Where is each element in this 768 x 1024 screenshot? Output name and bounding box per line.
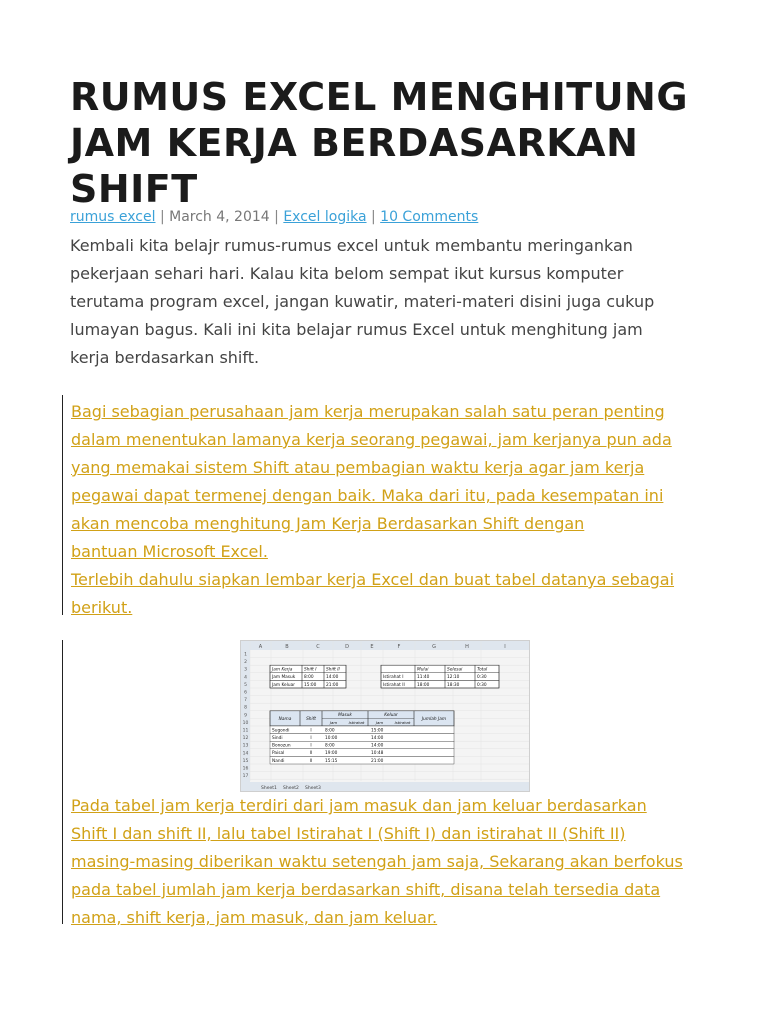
column-header: A	[258, 644, 263, 650]
post-date: March 4, 2014	[169, 209, 270, 225]
excel-screenshot	[240, 640, 530, 792]
intro-line: terutama program excel, jangan kuwatir, materi-materi disini juga cukup	[70, 292, 655, 311]
main-table-shift: II	[309, 751, 313, 757]
istirahat-table-cell-text: 18:00	[417, 682, 430, 688]
main-table-subheader-text: Istirahat	[394, 719, 411, 725]
istirahat-table-cell-text: 0:30	[477, 682, 487, 688]
main-table-header-text: Nama	[278, 717, 292, 722]
main-table-subheader-text: Jam	[375, 719, 384, 725]
istirahat-table-cell-text: Mulai	[417, 667, 429, 673]
tag-link[interactable]: Excel logika	[283, 209, 367, 225]
main-table-header-text: Keluar	[384, 713, 398, 718]
row-number: 8	[244, 705, 247, 711]
istirahat-table-cell-text: Selesai	[447, 667, 463, 673]
column-header: C	[316, 644, 320, 650]
sheet-tab: Sheet2	[283, 786, 299, 791]
main-table-shift: I	[310, 728, 312, 734]
quote-link-line[interactable]: nama, shift kerja, jam masuk, dan jam keluar.	[71, 908, 438, 927]
column-header: E	[370, 644, 374, 650]
quote-link-line[interactable]: dalam menentukan lamanya kerja seorang pegawai, jam kerjanya pun ada	[71, 430, 672, 449]
excel-sheet-image	[241, 641, 529, 791]
row-number: 2	[244, 660, 247, 666]
main-table-name: Bonozun	[272, 743, 291, 749]
main-table-keluar: 14:00	[371, 736, 384, 741]
main-table-header-text: Shift	[306, 717, 316, 722]
main-table-keluar: 21:00	[371, 758, 384, 764]
main-table-row	[270, 726, 454, 734]
page-title	[70, 74, 730, 212]
quote-link-line[interactable]: Shift I dan shift II, lalu tabel Istirahat I (Shift I) dan istirahat II (Shift II)	[71, 824, 626, 843]
column-header: H	[465, 644, 469, 650]
quote-link-line[interactable]: masing-masing diberikan waktu setengah jam saja, Sekarang akan berfokus	[71, 852, 683, 871]
main-table-masuk: 15:15	[325, 758, 338, 764]
main-table-header-text: Masuk	[338, 713, 352, 718]
quote-link-line[interactable]: pada tabel jumlah jam kerja berdasarkan shift, disana telah tersedia data	[71, 880, 661, 899]
row-number: 7	[244, 698, 247, 704]
column-header: D	[345, 644, 349, 650]
jam-kerja-table-cell-text: Shift I	[304, 667, 317, 673]
column-header: I	[504, 644, 506, 650]
row-number: 10	[242, 720, 249, 726]
istirahat-table-cell-text: Total	[477, 667, 488, 673]
intro-paragraph	[70, 232, 710, 372]
jam-kerja-table-cell-text: 15:00	[304, 682, 317, 688]
jam-kerja-table-cell-text: Jam Keluar	[272, 682, 296, 688]
meta-separator: |	[371, 209, 376, 225]
main-table-subheader-text: Jam	[329, 719, 338, 725]
row-number: 11	[242, 728, 249, 734]
row-number: 3	[244, 667, 247, 673]
title-line-3: SHIFT	[70, 167, 198, 211]
main-table-keluar: 10:48	[371, 751, 384, 757]
row-number: 12	[242, 736, 249, 742]
main-table-name: Sindi	[272, 736, 283, 741]
quote-link-line[interactable]: berikut.	[71, 598, 133, 617]
main-table-name: Sugondi	[272, 728, 290, 734]
comments-link[interactable]: 10 Comments	[380, 209, 479, 225]
category-link[interactable]: rumus excel	[70, 209, 156, 225]
main-table-masuk: 8:00	[325, 743, 335, 749]
jam-kerja-table-cell-text: 14:00	[326, 675, 339, 681]
intro-line: lumayan bagus. Kali ini kita belajar rumus Excel untuk menghitung jam	[70, 320, 643, 339]
row-number: 1	[244, 652, 247, 658]
jam-kerja-table-cell-text: Shift II	[326, 667, 340, 673]
quote-link-line[interactable]: akan mencoba menghitung Jam Kerja Berdasarkan Shift dengan	[71, 514, 585, 533]
row-number: 9	[244, 713, 247, 719]
title-line-1: RUMUS EXCEL MENGHITUNG	[70, 75, 689, 119]
row-number: 16	[242, 766, 249, 772]
intro-line: kerja berdasarkan shift.	[70, 348, 260, 367]
row-number: 5	[244, 682, 247, 688]
quote-2-text	[71, 792, 683, 932]
row-number: 14	[242, 751, 249, 757]
main-table-keluar: 15:00	[371, 728, 384, 734]
sheet-tab: Sheet3	[305, 786, 321, 791]
jam-kerja-table-cell-text: 21:00	[326, 682, 339, 688]
istirahat-table-cell-text: Istirahat I	[383, 675, 404, 681]
quote-link-line[interactable]: bantuan Microsoft Excel.	[71, 542, 268, 561]
main-table-masuk: 19:00	[325, 751, 338, 757]
quote-link-line[interactable]: Bagi sebagian perusahaan jam kerja merupakan salah satu peran penting	[71, 402, 665, 421]
main-table-row	[270, 734, 454, 742]
istirahat-table-cell-text: 0:30	[477, 675, 487, 681]
main-table-name: Nandi	[272, 758, 285, 764]
istirahat-table-cell-text: 18:30	[447, 682, 460, 688]
column-header: G	[432, 644, 436, 650]
quote-link-line[interactable]: Pada tabel jam kerja terdiri dari jam masuk dan jam keluar berdasarkan	[71, 796, 647, 815]
main-table-row	[270, 741, 454, 749]
blockquote-1	[62, 395, 674, 615]
row-number: 6	[244, 690, 247, 696]
meta-separator: |	[274, 209, 279, 225]
title-line-2: JAM KERJA BERDASARKAN	[70, 121, 639, 165]
jam-kerja-table-cell-text: 8:00	[304, 675, 314, 681]
main-table-header-text: Jumlah Jam	[421, 717, 447, 722]
istirahat-table-cell-text: 12:10	[447, 675, 460, 681]
meta-separator: |	[159, 209, 165, 225]
intro-line: pekerjaan sehari hari. Kalau kita belom sempat ikut kursus komputer	[70, 264, 624, 283]
main-table-shift: I	[310, 743, 312, 749]
column-header-bar	[241, 641, 529, 650]
quote-link-line[interactable]: Terlebih dahulu siapkan lembar kerja Excel dan buat tabel datanya sebagai	[71, 570, 675, 589]
quote-link-line[interactable]: pegawai dapat termenej dengan baik. Maka dari itu, pada kesempatan ini	[71, 486, 664, 505]
main-table-subheader-text: Istirahat	[348, 719, 365, 725]
quote-link-line[interactable]: yang memakai sistem Shift atau pembagian waktu kerja agar jam kerja	[71, 458, 645, 477]
main-table-row	[270, 756, 454, 764]
intro-line: Kembali kita belajr rumus-rumus excel untuk membantu meringankan	[70, 236, 633, 255]
row-number: 17	[242, 774, 249, 780]
main-table-row	[270, 749, 454, 757]
jam-kerja-table-cell-text: Jam Kerja	[272, 667, 293, 673]
main-table-shift: I	[310, 736, 312, 741]
main-table-name: Paisal	[272, 751, 285, 757]
post-meta	[70, 207, 478, 227]
main-table-shift: II	[309, 758, 313, 764]
jam-kerja-table-cell-text: Jam Masuk	[272, 675, 296, 681]
main-table-masuk: 10:00	[325, 736, 338, 741]
row-number: 13	[242, 743, 249, 749]
sheet-tab: Sheet1	[261, 786, 277, 791]
main-table-masuk: 8:00	[325, 728, 335, 734]
row-number: 4	[244, 675, 247, 681]
column-header: B	[285, 644, 289, 650]
istirahat-table-cell-text: Istirahat II	[383, 682, 405, 688]
column-header: F	[397, 644, 401, 650]
main-table-keluar: 14:00	[371, 743, 384, 749]
row-number: 15	[242, 758, 249, 764]
istirahat-table-cell-text: 11:40	[417, 675, 430, 681]
